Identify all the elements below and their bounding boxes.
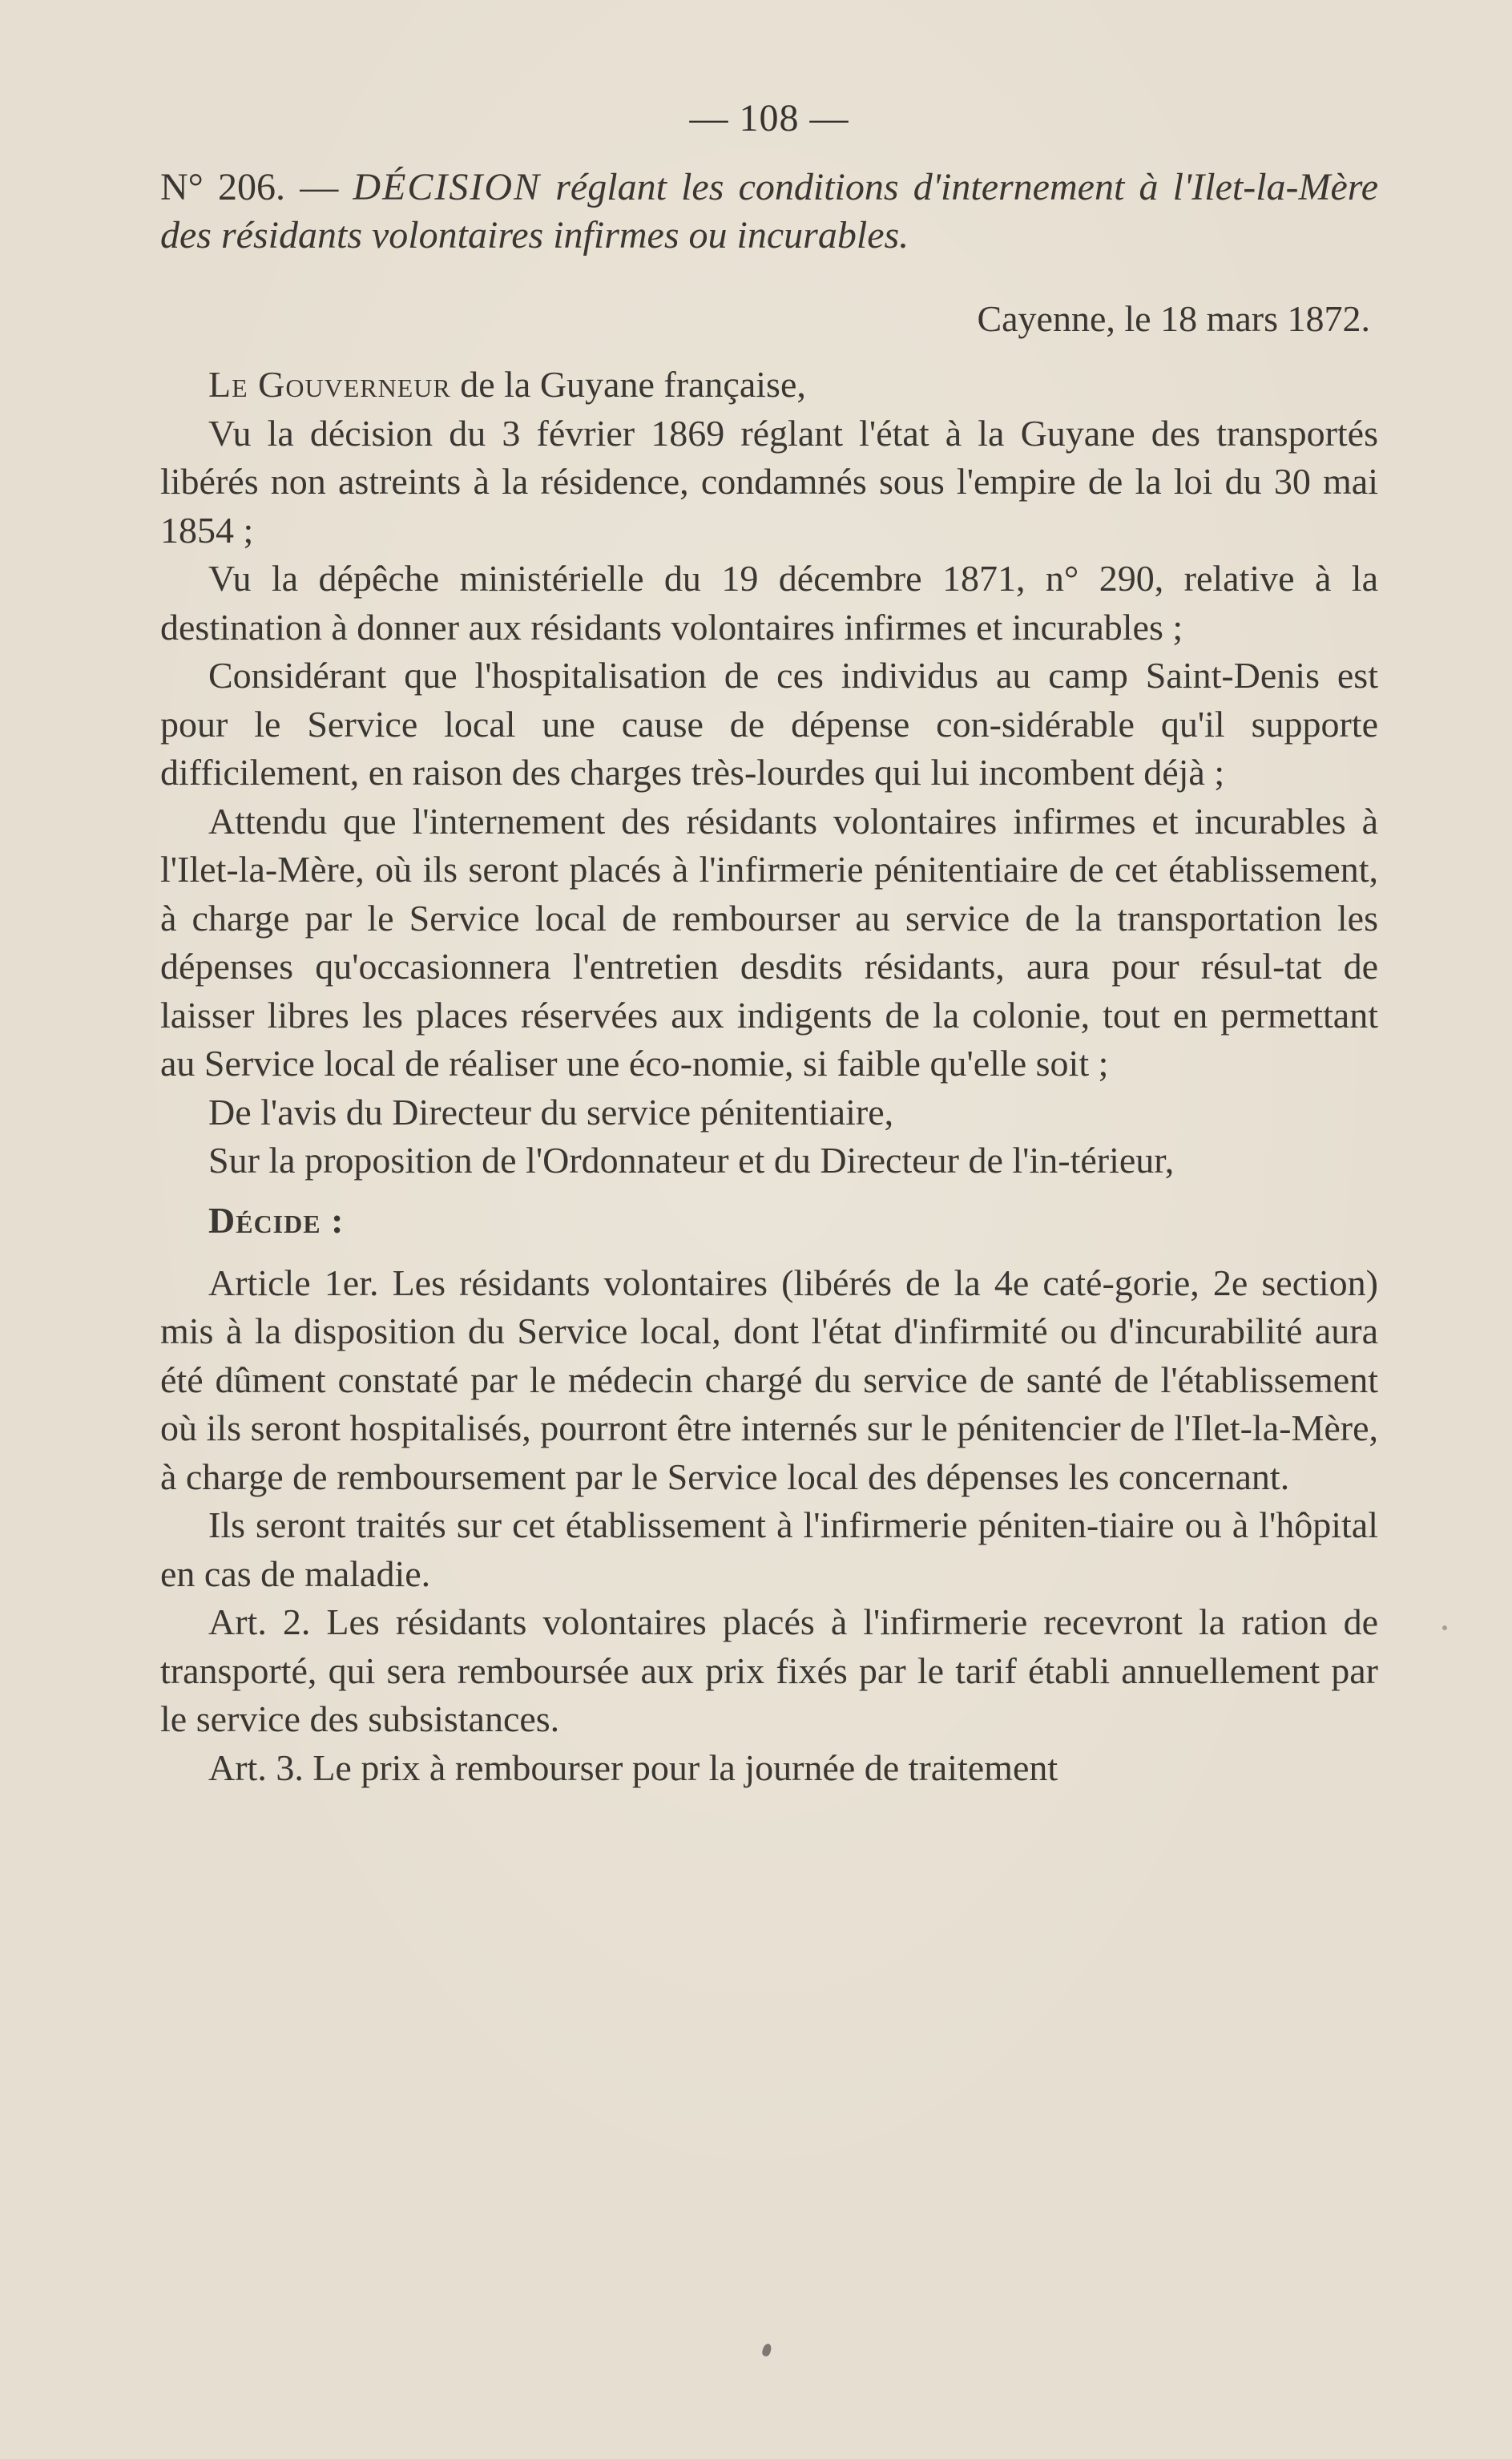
heading-number: N° 206. —: [160, 166, 353, 208]
paragraph-vu-depeche: Vu la dépêche ministérielle du 19 décembre 1871, n° 290, relative à la destination à donner aux résidants volontaires infirmes et incurables ;: [160, 558, 1378, 648]
paragraph-vu-decision: Vu la décision du 3 février 1869 réglant l'état à la Guyane des transportés libérés non astreints à la résidence, condamnés sous l'empire de la loi du 30 mai 1854 ;: [160, 412, 1378, 551]
dateline: Cayenne, le 18 mars 1872.: [977, 298, 1370, 339]
governor-title: Le Gouverneur: [208, 364, 451, 405]
heading-decision-word: DÉCISION: [353, 166, 542, 208]
heading-title: réglant les conditions d'internement à l'Ilet-la-Mère des résidants volontaires infirmes ou incurables.: [160, 166, 1379, 256]
governor-line: [160, 361, 1378, 410]
governor-rest: de la Guyane française,: [450, 364, 806, 405]
article-1: Article 1er. Les résidants volontaires (libérés de la 4e caté-gorie, 2e section) mis à la disposition du Service local, dont l'état d'infirmité ou d'incurabilité aura été dûment constaté par le médecin chargé du service de santé de l'établissement où ils seront hospitalisés, pourront être internés sur le pénitencier de l'Ilet-la-Mère, à charge de remboursement par le Service local des dépenses les concernant.: [160, 1262, 1378, 1497]
decision-heading: [160, 164, 1378, 260]
paragraph-avis: De l'avis du Directeur du service pénitentiaire,: [208, 1091, 894, 1133]
paper-speck: [1442, 1625, 1447, 1630]
page-content: [160, 95, 1378, 1792]
ink-mark: [761, 2343, 772, 2357]
article-1-continuation: Ils seront traités sur cet établissement à l'infirmerie péniten-tiaire ou à l'hôpital en cas de maladie.: [160, 1504, 1378, 1594]
decide-heading: Décide :: [208, 1199, 345, 1241]
paragraph-proposition: Sur la proposition de l'Ordonnateur et du Directeur de l'in-térieur,: [208, 1140, 1175, 1181]
paragraph-considerant: Considérant que l'hospitalisation de ces individus au camp Saint-Denis est pour le Service local une cause de dépense con-sidérable qu'il supporte difficilement, en raison des charges très-lourdes qui lui incombent déjà ;: [160, 655, 1378, 793]
article-2: Art. 2. Les résidants volontaires placés à l'infirmerie recevront la ration de transporté, qui sera remboursée aux prix fixés par le tarif établi annuellement par le service des subsistances.: [160, 1601, 1378, 1739]
paragraph-attendu: Attendu que l'internement des résidants volontaires infirmes et incurables à l'Ilet-la-Mère, où ils seront placés à l'infirmerie pénitentiaire de cet établissement, à charge par le Service local de rembourser au service de la transportation les dépenses qu'occasionnera l'entretien desdits résidants, aura pour résul-tat de laisser libres les places réservées aux indigents de la colonie, tout en permettant au Service local de réaliser une éco-nomie, si faible qu'elle soit ;: [160, 800, 1378, 1084]
page-number: — 108 —: [689, 97, 849, 139]
article-3: Art. 3. Le prix à rembourser pour la journée de traitement: [208, 1746, 1058, 1788]
